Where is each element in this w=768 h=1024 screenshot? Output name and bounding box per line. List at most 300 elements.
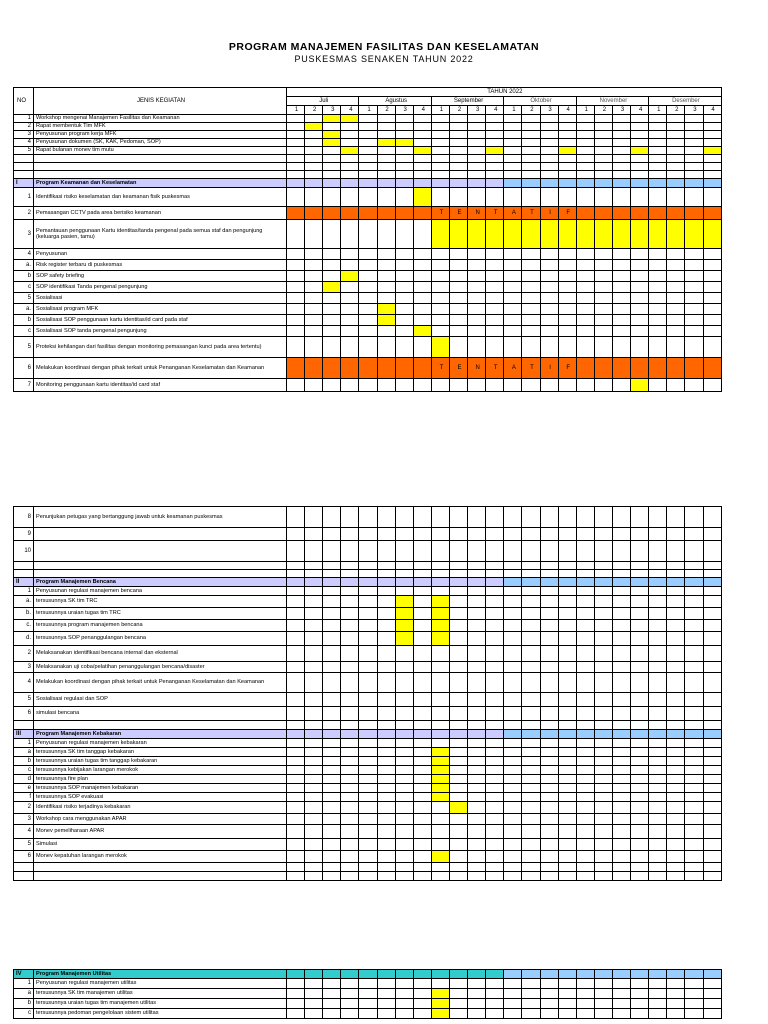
header-week: 3 (685, 106, 703, 115)
week-cell (504, 739, 522, 748)
activity-name: tersusunnya uraian tugas tim TRC (34, 608, 287, 620)
week-cell (287, 814, 305, 825)
week-cell (522, 1009, 540, 1019)
week-cell (413, 587, 431, 596)
week-cell (612, 207, 630, 220)
week-cell (522, 608, 540, 620)
week-cell (540, 793, 558, 802)
week-cell (612, 147, 630, 155)
week-cell (323, 171, 341, 179)
week-cell (287, 1009, 305, 1019)
week-cell (576, 825, 594, 839)
week-cell (522, 304, 540, 315)
activity-name: Melakukan koordinasi dengan pihak terkait untuk Penanganan Keselamatan dan Keamanan (34, 358, 287, 379)
week-cell (377, 999, 395, 1009)
activity-name: tersusunnya SOP evakuasi (34, 793, 287, 802)
week-cell (540, 562, 558, 570)
week-cell (341, 693, 359, 707)
week-cell (540, 315, 558, 326)
week-cell (612, 541, 630, 562)
week-cell (558, 707, 576, 721)
week-cell (377, 220, 395, 249)
week-cell (359, 131, 377, 139)
week-cell (287, 115, 305, 123)
item-number: 4 (14, 673, 34, 693)
week-cell (486, 139, 504, 147)
week-cell (667, 507, 685, 528)
week-cell (341, 662, 359, 673)
table-row (14, 528, 722, 541)
week-cell (413, 989, 431, 999)
week-cell (612, 632, 630, 646)
week-cell (558, 970, 576, 979)
week-cell (413, 155, 431, 163)
activity-name: SOP safety briefing (34, 271, 287, 282)
week-cell (667, 188, 685, 207)
week-cell (377, 541, 395, 562)
week-cell (576, 541, 594, 562)
week-cell (395, 249, 413, 260)
week-cell (359, 999, 377, 1009)
week-cell (540, 766, 558, 775)
week-cell (431, 337, 449, 358)
week-cell (576, 379, 594, 392)
week-cell (504, 784, 522, 793)
table-row (14, 220, 722, 249)
week-cell (667, 793, 685, 802)
week-cell (558, 260, 576, 271)
week-cell (359, 379, 377, 392)
week-cell (522, 171, 540, 179)
week-cell (703, 707, 721, 721)
week-cell (341, 155, 359, 163)
week-cell (612, 131, 630, 139)
week-cell (468, 587, 486, 596)
week-cell (287, 999, 305, 1009)
week-cell (359, 171, 377, 179)
week-cell (287, 163, 305, 171)
week-cell (449, 528, 467, 541)
week-cell (612, 608, 630, 620)
week-cell (504, 147, 522, 155)
tentatif-letter: N (468, 358, 486, 379)
week-cell (522, 179, 540, 188)
week-cell (413, 578, 431, 587)
week-cell (468, 337, 486, 358)
week-cell (504, 839, 522, 851)
week-cell (504, 596, 522, 608)
activity-name: SOP identifikasi Tanda pengenal pengunjung (34, 282, 287, 293)
week-cell (685, 379, 703, 392)
week-cell (287, 970, 305, 979)
week-cell (413, 825, 431, 839)
week-cell (685, 131, 703, 139)
week-cell (594, 620, 612, 632)
week-cell (612, 784, 630, 793)
week-cell (540, 260, 558, 271)
week-cell (486, 707, 504, 721)
week-cell (667, 207, 685, 220)
week-cell (576, 271, 594, 282)
week-cell (305, 802, 323, 814)
week-cell (703, 379, 721, 392)
week-cell (685, 570, 703, 578)
week-cell (504, 163, 522, 171)
activity-name (34, 721, 287, 730)
week-cell (431, 131, 449, 139)
week-cell (359, 721, 377, 730)
week-cell (558, 282, 576, 293)
week-cell (703, 163, 721, 171)
week-cell (449, 249, 467, 260)
week-cell (649, 379, 667, 392)
week-cell (576, 766, 594, 775)
week-cell (594, 249, 612, 260)
week-cell (612, 999, 630, 1009)
item-number: 8 (14, 507, 34, 528)
table-row (14, 596, 722, 608)
week-cell (558, 872, 576, 881)
week-cell (341, 775, 359, 784)
activity-name: Penyusunan dokumen (SK, KAK, Pedoman, SOP) (34, 139, 287, 147)
week-cell (504, 271, 522, 282)
week-cell (377, 115, 395, 123)
week-cell (612, 1009, 630, 1019)
week-cell (612, 171, 630, 179)
week-cell (504, 693, 522, 707)
week-cell (522, 282, 540, 293)
week-cell (468, 748, 486, 757)
week-cell (359, 249, 377, 260)
week-cell (323, 131, 341, 139)
week-cell (431, 249, 449, 260)
week-cell (558, 249, 576, 260)
activity-name: tersusunnya SK tim manajemen utilitas (34, 989, 287, 999)
week-cell (540, 693, 558, 707)
week-cell (522, 839, 540, 851)
week-cell (323, 596, 341, 608)
week-cell (341, 260, 359, 271)
week-cell (576, 814, 594, 825)
week-cell (685, 207, 703, 220)
week-cell (558, 315, 576, 326)
week-cell (667, 163, 685, 171)
week-cell (540, 825, 558, 839)
week-cell (594, 139, 612, 147)
week-cell (504, 970, 522, 979)
item-number: 6 (14, 358, 34, 379)
week-cell (359, 163, 377, 171)
week-cell (431, 707, 449, 721)
week-cell (685, 220, 703, 249)
week-cell (594, 872, 612, 881)
week-cell (540, 541, 558, 562)
week-cell (504, 757, 522, 766)
week-cell (323, 358, 341, 379)
week-cell (395, 608, 413, 620)
week-cell (649, 587, 667, 596)
week-cell (413, 721, 431, 730)
week-cell (594, 1009, 612, 1019)
item-number: 5 (14, 293, 34, 304)
week-cell (323, 562, 341, 570)
week-cell (594, 358, 612, 379)
week-cell (395, 839, 413, 851)
week-cell (431, 570, 449, 578)
week-cell (287, 851, 305, 863)
header-week: 1 (649, 106, 667, 115)
week-cell (305, 528, 323, 541)
week-cell (323, 220, 341, 249)
week-cell (449, 337, 467, 358)
week-cell (540, 337, 558, 358)
week-cell (341, 293, 359, 304)
week-cell (594, 337, 612, 358)
week-cell (287, 632, 305, 646)
week-cell (486, 304, 504, 315)
week-cell (395, 989, 413, 999)
activity-name: tersusunnya fire plan (34, 775, 287, 784)
table-row (14, 802, 722, 814)
week-cell (287, 179, 305, 188)
week-cell (576, 707, 594, 721)
week-cell (323, 757, 341, 766)
week-cell (449, 863, 467, 872)
week-cell (540, 989, 558, 999)
week-cell (612, 570, 630, 578)
week-cell (431, 326, 449, 337)
item-number: 1 (14, 587, 34, 596)
week-cell (504, 748, 522, 757)
week-cell (667, 863, 685, 872)
week-cell (323, 155, 341, 163)
week-cell (522, 155, 540, 163)
week-cell (377, 304, 395, 315)
week-cell (631, 293, 649, 304)
table-row (14, 249, 722, 260)
week-cell (540, 379, 558, 392)
week-cell (341, 507, 359, 528)
week-cell (685, 632, 703, 646)
week-cell (323, 179, 341, 188)
week-cell (649, 748, 667, 757)
week-cell (703, 507, 721, 528)
week-cell (431, 620, 449, 632)
week-cell (649, 646, 667, 662)
table-row (14, 739, 722, 748)
week-cell (468, 730, 486, 739)
table-row (14, 147, 722, 155)
week-cell (558, 163, 576, 171)
week-cell (486, 541, 504, 562)
week-cell (631, 570, 649, 578)
week-cell (305, 562, 323, 570)
week-cell (305, 739, 323, 748)
week-cell (667, 271, 685, 282)
week-cell (359, 282, 377, 293)
week-cell (685, 147, 703, 155)
week-cell (703, 587, 721, 596)
week-cell (540, 999, 558, 1009)
week-cell (359, 587, 377, 596)
week-cell (540, 271, 558, 282)
week-cell (649, 358, 667, 379)
week-cell (287, 793, 305, 802)
week-cell (558, 766, 576, 775)
week-cell (504, 872, 522, 881)
week-cell (558, 123, 576, 131)
week-cell (468, 673, 486, 693)
week-cell (395, 851, 413, 863)
week-cell (540, 970, 558, 979)
week-cell (287, 315, 305, 326)
week-cell (522, 260, 540, 271)
week-cell (576, 293, 594, 304)
table-row (14, 693, 722, 707)
week-cell (576, 115, 594, 123)
week-cell (649, 220, 667, 249)
table-row (14, 863, 722, 872)
week-cell (359, 851, 377, 863)
activity-name: Sosialisasi regulasi dan SOP (34, 693, 287, 707)
week-cell (486, 596, 504, 608)
week-cell (667, 608, 685, 620)
week-cell (522, 337, 540, 358)
week-cell (413, 271, 431, 282)
week-cell (594, 693, 612, 707)
week-cell (667, 673, 685, 693)
section-number: II (14, 578, 34, 587)
week-cell (576, 315, 594, 326)
week-cell (341, 379, 359, 392)
week-cell (522, 139, 540, 147)
tentatif-letter: E (449, 358, 467, 379)
week-cell (612, 578, 630, 587)
week-cell (377, 970, 395, 979)
week-cell (287, 620, 305, 632)
week-cell (540, 979, 558, 989)
week-cell (594, 123, 612, 131)
week-cell (649, 766, 667, 775)
week-cell (522, 739, 540, 748)
week-cell (486, 337, 504, 358)
week-cell (685, 115, 703, 123)
week-cell (685, 293, 703, 304)
week-cell (413, 528, 431, 541)
week-cell (323, 1009, 341, 1019)
week-cell (594, 188, 612, 207)
week-cell (305, 620, 323, 632)
week-cell (341, 646, 359, 662)
week-cell (612, 730, 630, 739)
week-cell (612, 115, 630, 123)
week-cell (685, 358, 703, 379)
week-cell (305, 673, 323, 693)
week-cell (377, 260, 395, 271)
table-row (14, 541, 722, 562)
week-cell (413, 315, 431, 326)
week-cell (703, 139, 721, 147)
week-cell (504, 1009, 522, 1019)
week-cell (594, 662, 612, 673)
week-cell (522, 131, 540, 139)
week-cell (449, 839, 467, 851)
week-cell (341, 562, 359, 570)
week-cell (631, 139, 649, 147)
week-cell (395, 721, 413, 730)
week-cell (540, 620, 558, 632)
week-cell (341, 872, 359, 881)
week-cell (631, 179, 649, 188)
week-cell (612, 139, 630, 147)
week-cell (323, 814, 341, 825)
week-cell (522, 379, 540, 392)
header-week: 4 (631, 106, 649, 115)
week-cell (341, 825, 359, 839)
week-cell (649, 578, 667, 587)
week-cell (612, 507, 630, 528)
week-cell (667, 171, 685, 179)
week-cell (631, 814, 649, 825)
week-cell (649, 326, 667, 337)
week-cell (341, 999, 359, 1009)
week-cell (359, 188, 377, 207)
week-cell (413, 358, 431, 379)
week-cell (631, 1009, 649, 1019)
week-cell (540, 775, 558, 784)
week-cell (449, 620, 467, 632)
week-cell (305, 131, 323, 139)
week-cell (504, 220, 522, 249)
week-cell (504, 315, 522, 326)
week-cell (576, 739, 594, 748)
week-cell (612, 587, 630, 596)
week-cell (667, 620, 685, 632)
item-number: 3 (14, 814, 34, 825)
week-cell (377, 131, 395, 139)
week-cell (395, 730, 413, 739)
week-cell (287, 507, 305, 528)
week-cell (287, 662, 305, 673)
week-cell (287, 139, 305, 147)
week-cell (413, 326, 431, 337)
week-cell (612, 739, 630, 748)
week-cell (576, 693, 594, 707)
week-cell (305, 784, 323, 793)
week-cell (377, 608, 395, 620)
week-cell (703, 693, 721, 707)
table-row (14, 304, 722, 315)
week-cell (359, 596, 377, 608)
week-cell (377, 793, 395, 802)
week-cell (703, 673, 721, 693)
week-cell (703, 171, 721, 179)
schedule-table-part-2 (13, 506, 722, 881)
week-cell (431, 1009, 449, 1019)
week-cell (612, 282, 630, 293)
week-cell (594, 562, 612, 570)
week-cell (431, 673, 449, 693)
activity-name: Sosialisasi program MFK (34, 304, 287, 315)
week-cell (359, 730, 377, 739)
activity-name: Sosialisasi (34, 293, 287, 304)
week-cell (576, 620, 594, 632)
week-cell (504, 721, 522, 730)
week-cell (377, 315, 395, 326)
week-cell (703, 578, 721, 587)
week-cell (395, 123, 413, 131)
week-cell (468, 851, 486, 863)
